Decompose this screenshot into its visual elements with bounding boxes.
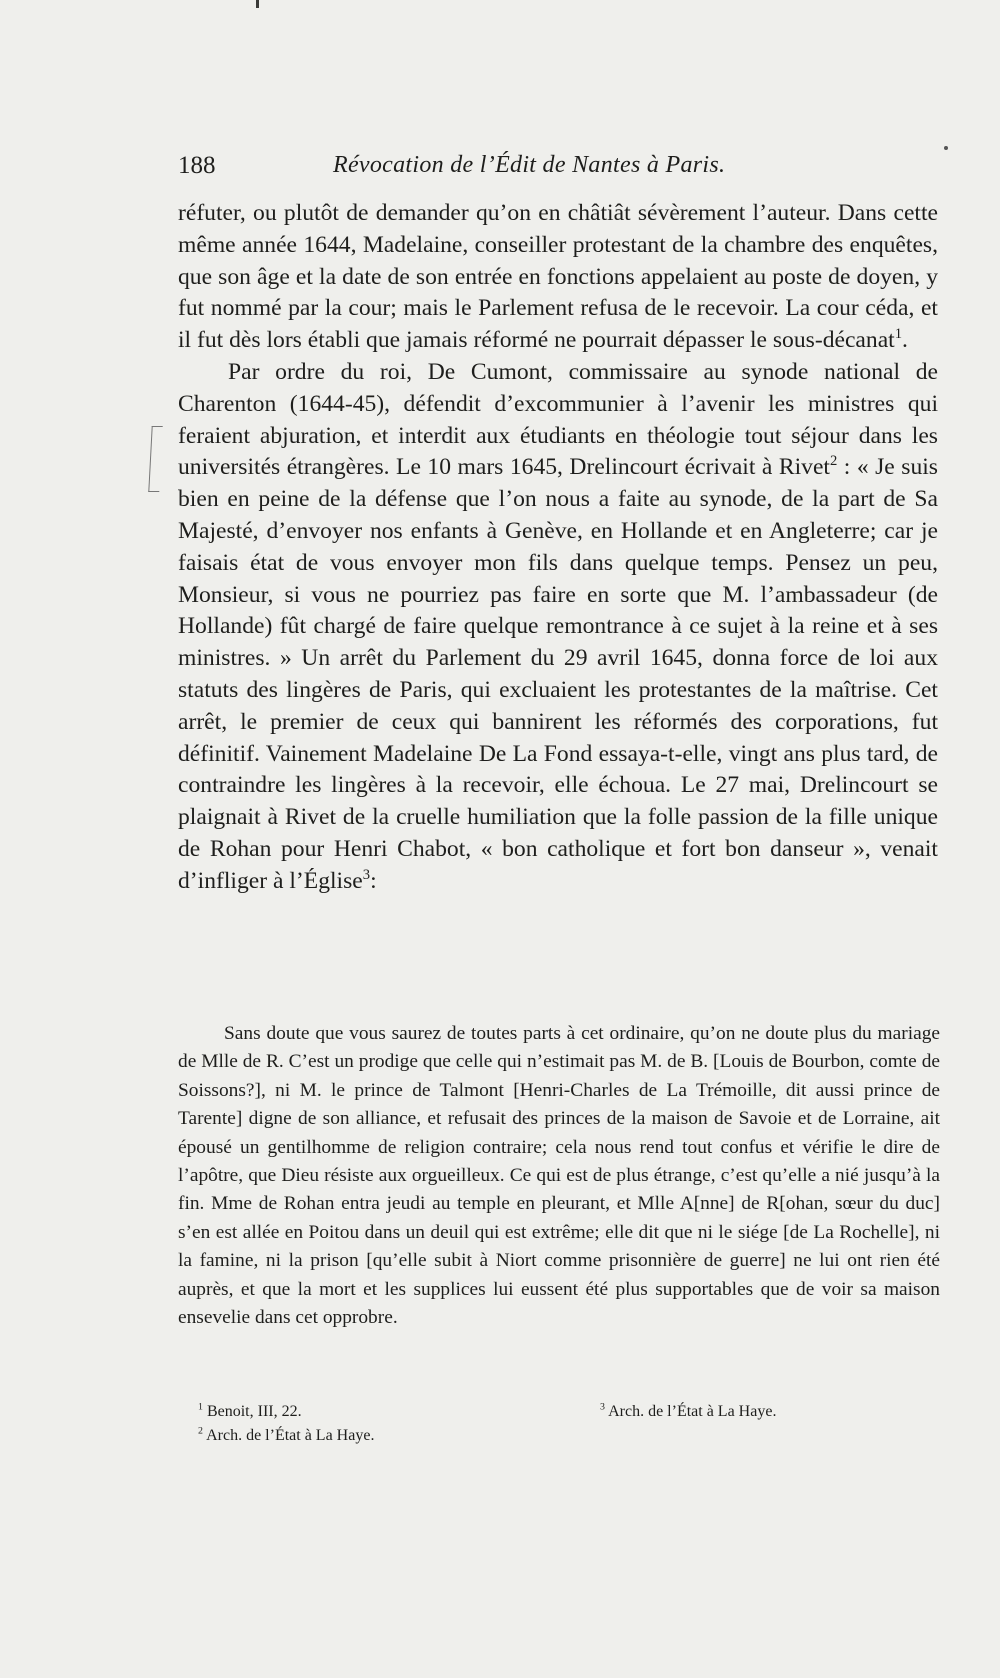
page-number: 188 xyxy=(178,152,216,179)
running-title: Révocation de l’Édit de Nantes à Paris. xyxy=(333,152,726,178)
footnote-ref-3: 3 xyxy=(362,866,371,883)
footnote-2-text: Arch. de l’État à La Haye. xyxy=(206,1427,375,1444)
footnote-3-text: Arch. de l’État à La Haye. xyxy=(608,1403,777,1420)
footnote-1 xyxy=(198,1400,598,1424)
paragraph-1 xyxy=(178,198,938,357)
footnote-1-number: 1 xyxy=(198,1401,203,1413)
footnotes-right-column xyxy=(600,1400,930,1424)
scan-dot xyxy=(944,146,948,150)
block-quote: Sans doute que vous saurez de toutes parts à cet ordinaire, qu’on ne doute plus du mariage de Mlle de R. C’est un prodige que celle qui n’estimait pas M. de B. [Louis de Bourbon, comte de Soissons?], ni M. le prince de Talmont [Henri-Charles de La Trémoille, dit aussi prince de Tarente] digne de son alliance, et refusait des princes de la maison de Savoie et de Lorraine, ait épousé un gentilhomme de religion contraire; cela nous rend tout confus et vérifie le dire de l’apôtre, que Dieu résiste aux orgueilleux. Ce qui est de plus étrange, c’est qu’elle a nié jusqu’à la fin. Mme de Rohan entra jeudi au temple en pleurant, et Mlle A[nne] de R[ohan, sœur du duc] s’en est allée en Poitou dans un deuil qui est extrême; elle dit que ni le siége [de La Rochelle], ni la famine, ni la prison [qu’elle subit à Niort comme prisonnière de guerre] ne lui ont rien été auprès, et que la mort et les supplices lui eussent été plus supportables que de voir sa maison ensevelie dans cet opprobre. xyxy=(178,1023,940,1329)
footnote-2-number: 2 xyxy=(198,1425,203,1437)
page-header xyxy=(178,152,936,192)
body-text xyxy=(178,198,938,898)
paragraph-2-text-a: Par ordre du roi, De Cumont, commissaire au synode national de Charenton (1644-45), défendit d’excommunier à l’avenir les ministres qui feraient abjuration, et interdit aux étudiants en théologie tout séjour dans les universités étrangères. Le 10 mars 1645, Drelincourt écrivait à Rivet xyxy=(178,358,938,481)
footnote-ref-2: 2 xyxy=(829,453,838,470)
footnotes-left-column xyxy=(198,1400,598,1448)
paragraph-1-end: . xyxy=(902,327,908,354)
margin-bracket-mark xyxy=(148,426,162,492)
footnote-2 xyxy=(198,1424,598,1448)
footnote-3-number: 3 xyxy=(600,1401,605,1413)
footnote-1-text: Benoit, III, 22. xyxy=(206,1403,302,1420)
paragraph-2 xyxy=(178,357,938,898)
scan-mark xyxy=(256,0,259,8)
paragraph-2-end: : xyxy=(370,867,377,894)
paragraph-1-text: réfuter, ou plutôt de demander qu’on en châtiât sévèrement l’auteur. Dans cette même année 1644, Madelaine, conseiller protestant de la chambre des enquêtes, que son âge et la date de son entrée en fonctions appelaient au poste de doyen, y fut nommé par la cour; mais le Parlement refusa de le recevoir. La cour céda, et il fut dès lors établi que jamais réformé ne pourrait dépasser le sous-décanat xyxy=(178,200,938,354)
footnote-ref-1: 1 xyxy=(894,326,903,343)
paragraph-2-text-b: : « Je suis bien en peine de la défense que l’on nous a faite au synode, de la part de Sa Majesté, d’envoyer nos enfants à Genève, en Hollande et en Angleterre; car je faisais état de vous envoyer mon fils dans quelque temps. Pensez un peu, Monsieur, si vous ne pourriez pas faire en sorte que M. l’ambassadeur (de Hollande) fût chargé de faire quelque remontrance à ce sujet à la reine et à ses ministres. » Un arrêt du Parlement du 29 avril 1645, donna force de loi aux statuts des lingères de Paris, qui excluaient les protestantes de la maîtrise. Cet arrêt, le premier de ceux qui bannirent les réformés des corporations, fut définitif. Vainement Madelaine De La Fond essaya-t-elle, vingt ans plus tard, de contraindre les lingères à la recevoir, elle échoua. Le 27 mai, Drelincourt se plaignait à Rivet de la cruelle humiliation que la folle passion de la fille unique de Rohan pour Henri Chabot, « bon catholique et fort bon danseur », venait d’infliger à l’Église xyxy=(178,454,938,894)
footnote-3 xyxy=(600,1400,930,1424)
